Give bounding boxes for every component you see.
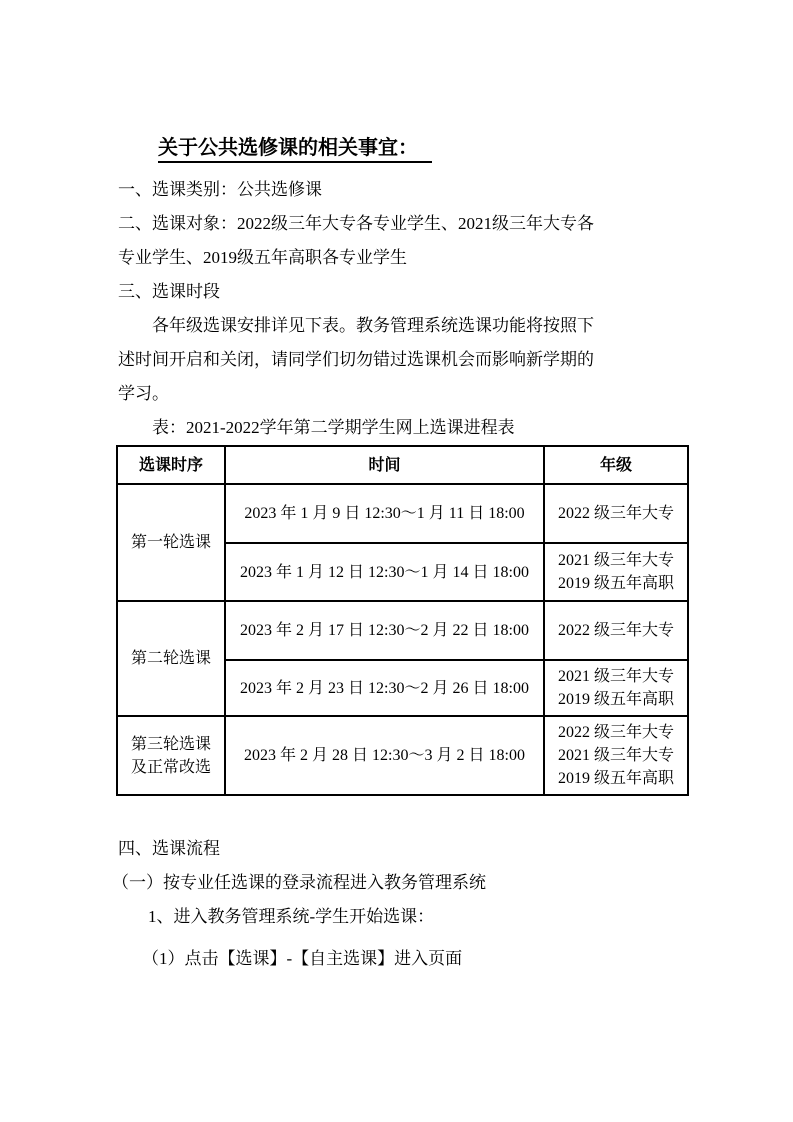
round-line: 及正常改选 xyxy=(130,758,211,776)
line-schedule-para-3: 学习。 xyxy=(118,384,169,403)
line-schedule-para-1: 各年级选课安排详见下表。教务管理系统选课功能将按照下 xyxy=(152,316,594,335)
document-body xyxy=(112,130,680,976)
header-cell-time: 时间 xyxy=(225,446,544,484)
line-course-category: 一、选课类别：公共选修课 xyxy=(118,180,322,199)
document-title-text: 关于公共选修课的相关事宜： xyxy=(158,137,432,163)
line-flow-sub-1: （一）按专业任选课的登录流程进入教务管理系统 xyxy=(112,873,486,892)
time-cell-1-2: 2023 年 1 月 12 日 12:30～1 月 14 日 18:00 xyxy=(225,543,544,601)
grade-line: 2019 级五年高职 xyxy=(557,770,674,787)
table-row xyxy=(117,484,688,543)
header-cell-grade: 年级 xyxy=(544,446,688,484)
round-cell-2: 第二轮选课 xyxy=(117,601,225,716)
table-row xyxy=(117,716,688,795)
line-schedule-para-2: 述时间开启和关闭，请同学们切勿错过选课机会而影响新学期的 xyxy=(118,350,594,369)
grade-line: 2019 级五年高职 xyxy=(557,691,674,708)
table-header-row xyxy=(117,446,688,484)
line-selection-flow-heading: 四、选课流程 xyxy=(118,839,220,858)
grade-line: 2022 级三年大专 xyxy=(557,724,674,741)
table-caption: 表：2021-2022学年第二学期学生网上选课进程表 xyxy=(152,418,515,437)
header-cell-round: 选课时序 xyxy=(117,446,225,484)
time-cell-1-1: 2023 年 1 月 9 日 12:30～1 月 11 日 18:00 xyxy=(225,484,544,543)
grade-line: 2021 级三年大专 xyxy=(557,552,674,569)
line-course-target-1: 二、选课对象：2022级三年大专各专业学生、2021级三年大专各 xyxy=(118,214,594,233)
grade-cell-2-2 xyxy=(544,660,688,716)
grade-cell-1-1: 2022 级三年大专 xyxy=(544,484,688,543)
grade-cell-3-1 xyxy=(544,716,688,795)
grade-cell-2-1: 2022 级三年大专 xyxy=(544,601,688,660)
line-flow-step-1: 1、进入教务管理系统-学生开始选课： xyxy=(148,907,435,926)
round-line: 第三轮选课 xyxy=(130,735,211,753)
course-selection-schedule-table xyxy=(116,445,689,796)
time-cell-2-2: 2023 年 2 月 23 日 12:30～2 月 26 日 18:00 xyxy=(225,660,544,716)
time-cell-2-1: 2023 年 2 月 17 日 12:30～2 月 22 日 18:00 xyxy=(225,601,544,660)
grade-cell-1-2 xyxy=(544,543,688,601)
line-course-target-2: 专业学生、2019级五年高职各专业学生 xyxy=(118,248,407,267)
table-row xyxy=(117,601,688,660)
time-cell-3-1: 2023 年 2 月 28 日 12:30～3 月 2 日 18:00 xyxy=(225,716,544,795)
grade-line: 2019 级五年高职 xyxy=(557,575,674,592)
round-cell-1: 第一轮选课 xyxy=(117,484,225,601)
grade-line: 2021 级三年大专 xyxy=(557,747,674,764)
line-course-period: 三、选课时段 xyxy=(118,282,220,301)
line-flow-step-1-1: （1）点击【选课】-【自主选课】进入页面 xyxy=(142,949,463,968)
round-cell-3 xyxy=(117,716,225,795)
grade-line: 2021 级三年大专 xyxy=(557,668,674,685)
document-title xyxy=(118,130,680,173)
